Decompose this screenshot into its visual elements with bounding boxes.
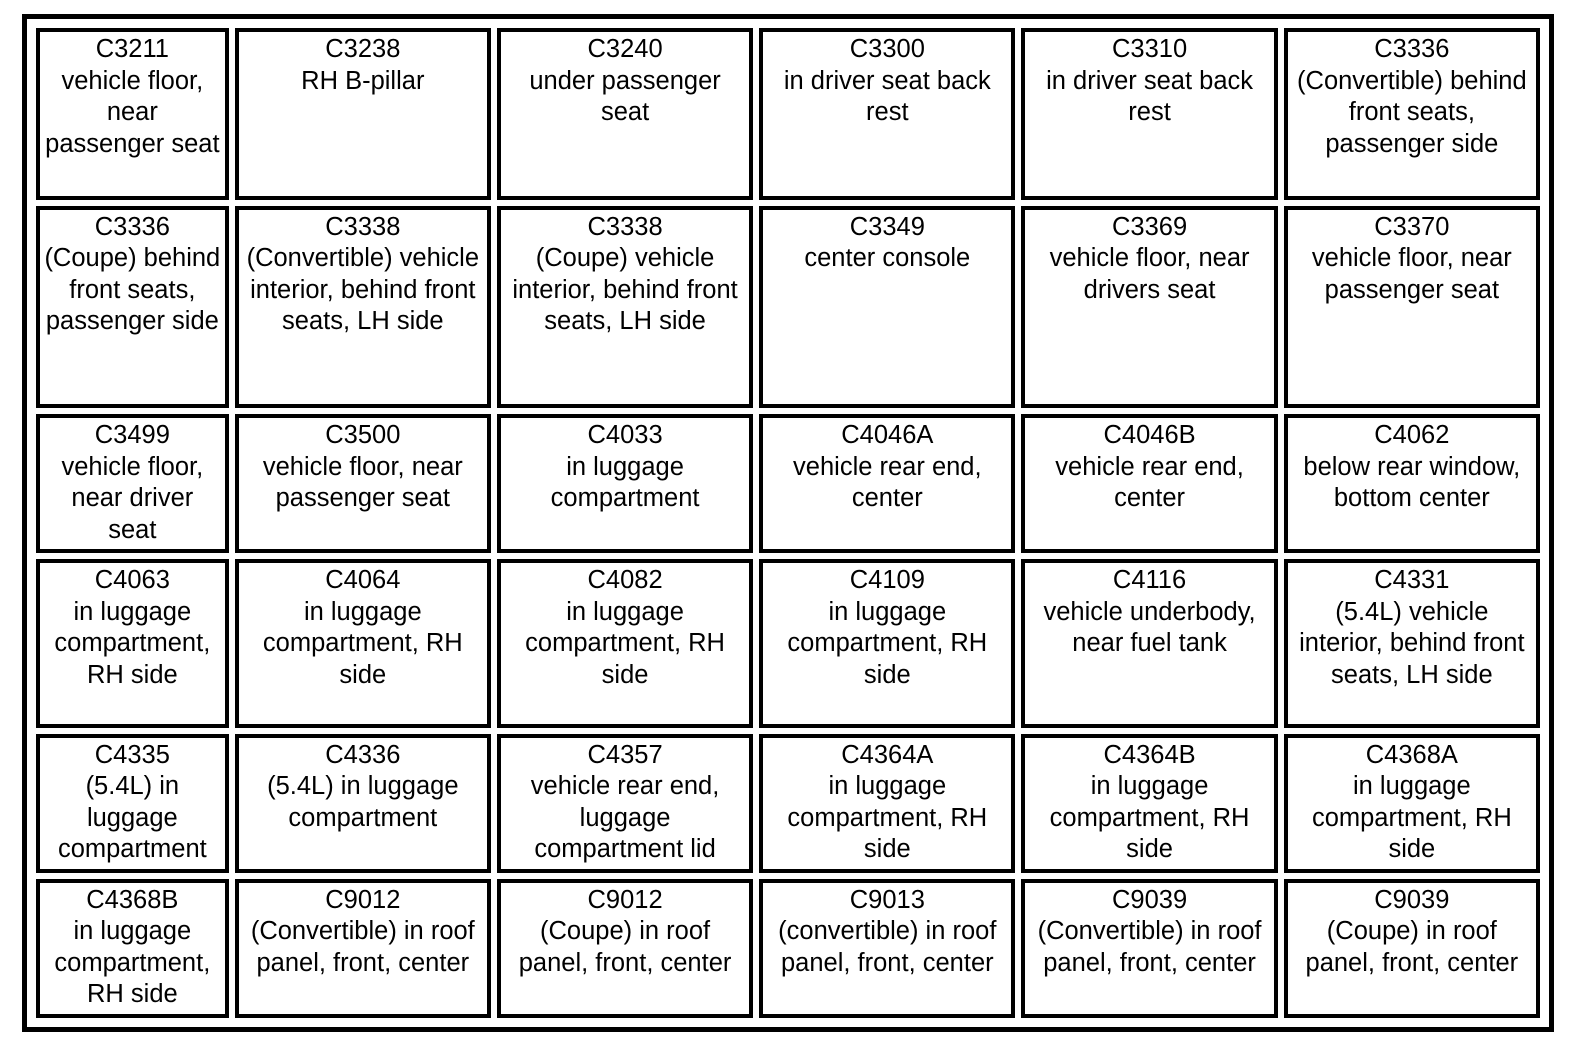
connector-code: C4364A: [841, 740, 934, 769]
table-cell: [235, 28, 491, 200]
connector-code: C3349: [849, 212, 925, 241]
connector-code: C3369: [1111, 212, 1188, 241]
connector-code: C3211: [95, 35, 169, 63]
connector-code: C3238: [325, 35, 401, 63]
table-cell: [1284, 414, 1540, 553]
connector-location: (5.4L) in luggage compartment: [267, 772, 459, 832]
connector-code: C4109: [849, 566, 925, 595]
connector-location: in luggage compartment, RH side: [54, 917, 211, 1009]
table-cell: [1021, 28, 1277, 200]
connector-location: RH B-pillar: [301, 66, 425, 95]
table-cell: [235, 559, 491, 728]
connector-code: C3499: [94, 421, 170, 450]
connector-location: (Coupe) in roof panel, front, center: [518, 917, 732, 977]
table-cell: [1284, 879, 1540, 1018]
table-cell: [36, 734, 229, 873]
connector-code: C3300: [849, 35, 925, 63]
connector-location: vehicle rear end, luggage compartment lid: [530, 772, 720, 864]
table-cell: [36, 414, 229, 553]
table-cell: [759, 879, 1015, 1018]
table-cell: [36, 559, 229, 728]
table-row: [36, 734, 1540, 873]
table-row: [36, 879, 1540, 1018]
connector-location: in luggage compartment, RH side: [787, 597, 988, 689]
connector-code: C3240: [587, 35, 663, 63]
table-row: [36, 28, 1540, 200]
connector-code: C4046A: [841, 421, 934, 450]
connector-location: (Coupe) behind front seats, passenger side: [44, 244, 221, 336]
table-cell: [497, 206, 753, 408]
connector-code: C3336: [1374, 35, 1450, 63]
connector-location: (Convertible) in roof panel, front, center: [250, 917, 475, 977]
table-cell: [1284, 206, 1540, 408]
connector-code: C3338: [325, 212, 401, 241]
connector-code: C4368B: [86, 885, 179, 914]
connector-code: C4364B: [1103, 740, 1196, 769]
table-cell: [235, 734, 491, 873]
connector-location: (5.4L) vehicle interior, behind front seats, LH side: [1299, 597, 1525, 689]
connector-code: C9012: [587, 885, 663, 914]
connector-code: C4062: [1374, 421, 1450, 450]
connector-location: in luggage compartment, RH side: [525, 597, 725, 689]
connector-location: (convertible) in roof panel, front, center: [778, 917, 997, 977]
connector-code: C4033: [587, 421, 663, 450]
table-cell: [759, 414, 1015, 553]
connector-location-table: [30, 22, 1546, 1024]
connector-code: C4368A: [1365, 740, 1458, 769]
connector-location: below rear window, bottom center: [1303, 452, 1521, 513]
table-cell: [36, 879, 229, 1018]
connector-location: vehicle floor, near drivers seat: [1049, 244, 1250, 304]
table-cell: [235, 414, 491, 553]
table-cell: [759, 559, 1015, 728]
connector-location: in luggage compartment: [550, 452, 700, 513]
table-row: [36, 559, 1540, 728]
connector-code: C3370: [1374, 212, 1450, 241]
table-cell: [1021, 414, 1277, 553]
connector-location: under passenger seat: [529, 66, 721, 126]
connector-code: C9013: [849, 885, 925, 914]
table-cell: [497, 734, 753, 873]
table-cell: [1284, 734, 1540, 873]
connector-code: C4357: [587, 740, 663, 769]
connector-location: vehicle floor, near driver seat: [61, 452, 204, 544]
table-cell: [759, 28, 1015, 200]
connector-code: C4046B: [1103, 421, 1196, 450]
table-cell: [497, 879, 753, 1018]
connector-code: C3338: [587, 212, 663, 241]
connector-code: C4063: [94, 566, 170, 595]
connector-location: (Coupe) vehicle interior, behind front seats, LH side: [512, 244, 738, 336]
table-cell: [759, 734, 1015, 873]
connector-location: (5.4L) in luggage compartment: [57, 772, 207, 864]
connector-code: C4336: [325, 740, 401, 769]
connector-location: in driver seat back rest: [1046, 66, 1254, 126]
connector-code: C3310: [1111, 35, 1188, 63]
connector-location: center console: [804, 244, 971, 273]
connector-code: C3336: [94, 212, 170, 241]
connector-location-table-frame: [22, 14, 1554, 1032]
connector-location: vehicle floor, near passenger seat: [1311, 244, 1512, 304]
connector-code: C9039: [1374, 885, 1450, 914]
connector-location: in luggage compartment, RH side: [54, 597, 211, 689]
connector-location: in luggage compartment, RH side: [1311, 772, 1512, 864]
connector-location: in luggage compartment, RH side: [1049, 772, 1250, 864]
connector-code: C4116: [1112, 566, 1187, 595]
table-cell: [759, 206, 1015, 408]
connector-location: vehicle rear end, center: [793, 452, 982, 513]
table-cell: [497, 28, 753, 200]
connector-location: (Coupe) in roof panel, front, center: [1305, 917, 1519, 977]
table-row: [36, 414, 1540, 553]
table-cell: [497, 559, 753, 728]
connector-code: C4331: [1374, 566, 1450, 595]
connector-location: (Convertible) vehicle interior, behind front seats, LH side: [246, 244, 480, 336]
connector-code: C9012: [325, 885, 401, 914]
connector-location: in driver seat back rest: [783, 66, 991, 126]
table-cell: [1284, 559, 1540, 728]
connector-location: in luggage compartment, RH side: [262, 597, 463, 689]
connector-code: C3500: [325, 421, 401, 450]
table-cell: [36, 206, 229, 408]
table-row: [36, 206, 1540, 408]
table-cell: [1021, 734, 1277, 873]
table-cell: [1021, 879, 1277, 1018]
connector-location: vehicle floor, near passenger seat: [262, 452, 463, 513]
table-cell: [36, 28, 229, 200]
table-cell: [1021, 206, 1277, 408]
connector-location: vehicle underbody, near fuel tank: [1043, 597, 1256, 658]
connector-code: C4064: [325, 566, 401, 595]
connector-code: C4335: [94, 740, 170, 769]
connector-code: C9039: [1111, 885, 1188, 914]
table-cell: [235, 206, 491, 408]
connector-location: vehicle floor, near passenger seat: [45, 66, 220, 158]
table-cell: [235, 879, 491, 1018]
connector-location: (Convertible) behind front seats, passenger side: [1297, 66, 1527, 158]
table-cell: [1284, 28, 1540, 200]
connector-location: (Convertible) in roof panel, front, center: [1037, 917, 1262, 977]
table-cell: [497, 414, 753, 553]
connector-location: vehicle rear end, center: [1055, 452, 1244, 513]
connector-location: in luggage compartment, RH side: [787, 772, 988, 864]
connector-code: C4082: [587, 566, 663, 595]
table-cell: [1021, 559, 1277, 728]
